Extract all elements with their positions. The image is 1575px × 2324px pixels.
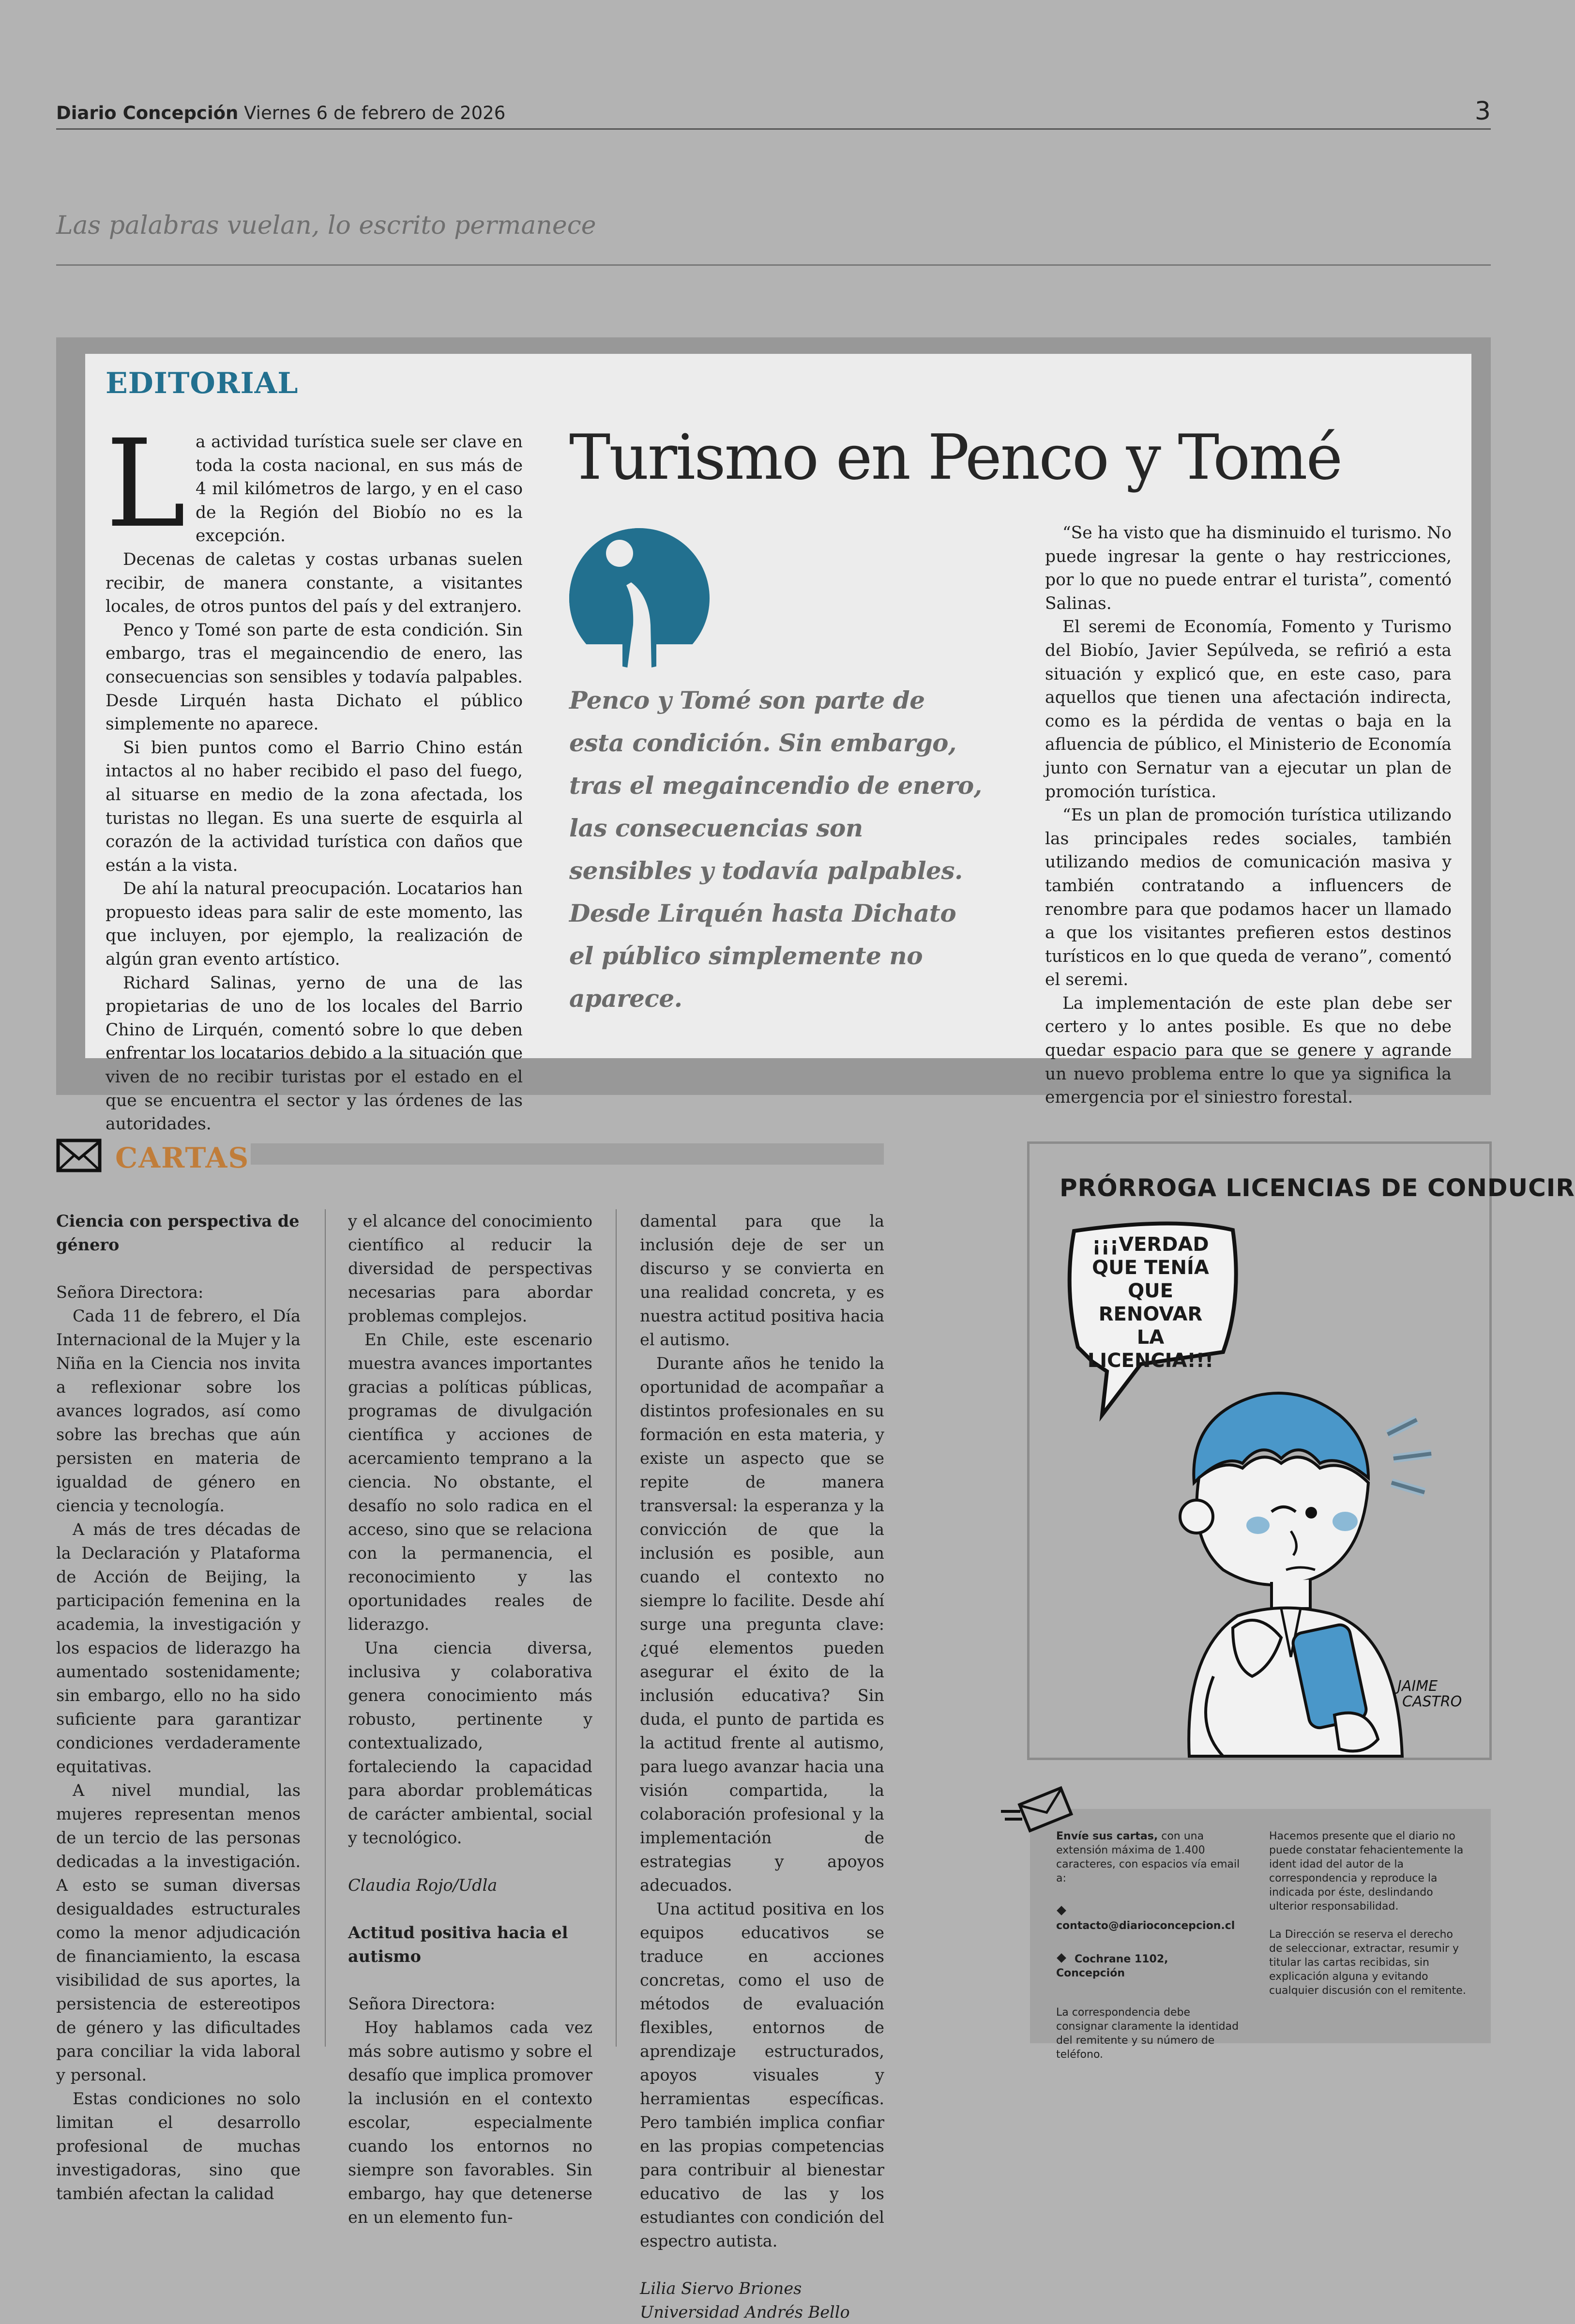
editorial-paragraph: La implementación de este plan debe ser certero y lo antes posible. Es que no debe quedar espacio para que se genere y agrande un nuevo problema entre lo que ya significa la emergencia por el siniestro forestal. xyxy=(1045,993,1452,1108)
letter-paragraph: Estas condiciones no solo limitan el desarrollo profesional de muchas investigadoras, sino que también afectan la calidad xyxy=(56,2089,301,2203)
letter-paragraph: Hoy hablamos cada vez más sobre autismo y sobre el desafío que implica promover la inclusión en el contexto escolar, especialmente cuando los entornos no siempre son favorables. Sin embargo, hay que detenerse en un elemento fun- xyxy=(348,2018,592,2227)
letter-paragraph: Una ciencia diversa, inclusiva y colaborativa genera conocimiento más robusto, pertinente y contextualizado, fortaleciendo la capacidad para abordar problemáticas de carácter ambiental, social y tecnológico. xyxy=(348,1639,592,1847)
letter-paragraph: En Chile, este escenario muestra avances importantes gracias a políticas públicas, programas de divulgación científica y acciones de acercamiento temprano a la ciencia. No obstante, el desafío no solo radica en el acceso, sino que se relaciona con la permanencia, el reconocimiento y las oportunidades reales de liderazgo. xyxy=(348,1330,592,1634)
disclaimer-2: La Dirección se reserva el derecho de seleccionar, extractar, resumir y titular las cartas recibidas, sin explicación alguna y evitando cualquier discusión con el remitente. xyxy=(1269,1929,1466,1997)
letter-title: Ciencia con perspectiva de género xyxy=(56,1212,300,1254)
letter-signature-name: Lilia Siervo Briones xyxy=(640,2279,802,2298)
letter-paragraph: Cada 11 de febrero, el Día Internacional de la Mujer y la Niña en la Ciencia nos invita a reflexionar sobre los avances logrados, así como sobre las brechas que aún persisten en materia de igualdad de género en ciencia y tecnología. xyxy=(56,1306,301,1515)
letter-paragraph: A más de tres décadas de la Declaración y Plataforma de Acción de Beijing, la participación femenina en la academia, la investigación y los espacios de liderazgo ha aumentado sostenidamente; sin embargo, ello no ha sido suficiente para garantizar condiciones verdaderamente equitativas. xyxy=(56,1520,301,1776)
diamond-bullet-icon xyxy=(1057,1906,1066,1915)
editorial-column-3 xyxy=(1045,521,1452,1109)
letter-paragraph: Durante años he tenido la oportunidad de acompañar a distintos profesionales en su formación en esta materia, y existe un aspecto que se repite de manera transversal: la esperanza y la convicción de que la inclusión es posible, aun cuando el contexto no siempre lo facilite. Desde ahí surge una pregunta clave: ¿qué elementos pueden asegurar el éxito de la inclusión educativa? Sin duda, el punto de partida es la actitud frente al autismo, para luego avanzar hacia una visión compartida, la colaboración profesional y la implementación de estrategias y apoyos adecuados. xyxy=(640,1354,884,1895)
tagline-divider xyxy=(56,264,1491,266)
paper-name: Diario Concepción xyxy=(56,103,239,123)
disclaimer-1: Hacemos presente que el diario no puede constatar fehacientemente la ident idad del autor de la correspondencia y reproduce la indicada por éste, deslindando ulterior responsabilidad. xyxy=(1269,1830,1464,1913)
cartas-title-bar xyxy=(251,1143,884,1165)
issue-date: Viernes 6 de febrero de 2026 xyxy=(244,103,506,123)
editorial-paragraph: Penco y Tomé son parte de esta condición. Sin embargo, tras el megaincendio de enero, las consecuencias son sensibles y todavía palpables. Desde Lirquén hasta Dichato el público simplemente no aparece. xyxy=(106,620,523,734)
diamond-bullet-icon xyxy=(1057,1953,1066,1963)
submission-disclaimer xyxy=(1269,1829,1468,1998)
column-divider xyxy=(616,1209,617,2047)
page-header xyxy=(56,97,1491,130)
editorial-paragraph: “Se ha visto que ha disminuido el turismo. No puede ingresar la gente o hay restricciones, por lo que no puede entrar el turista”, comentó Salinas. xyxy=(1045,523,1452,613)
cartas-header xyxy=(56,1138,884,1176)
envelope-icon xyxy=(56,1138,103,1174)
cartoon-speech-bubble: ¡¡¡VERDAD QUE TENÍA QUE RENOVAR LA LICENCIA!!! xyxy=(1087,1233,1214,1372)
letter-paragraph: A nivel mundial, las mujeres representan menos de un tercio de las personas dedicadas a la investigación. A esto se suman diversas desigualdades estructurales como la menor adjudicación de financiamiento, la escasa visibilidad de sus aportes, la persistencia de estereotipos de género y las dificultades para conciliar la vida laboral y personal. xyxy=(56,1781,301,2084)
mail-send-icon xyxy=(998,1784,1075,1835)
editorial-headline: Turismo en Penco y Tomé xyxy=(569,422,1342,494)
editorial-paragraph: Si bien puntos como el Barrio Chino están intactos al no haber recibido el paso del fuego, al situarse en medio de la zona afectada, los turistas no llegan. Es una suerte de esquirla al corazón de la actividad turística con daños que están a la vista. xyxy=(106,738,523,875)
column-divider xyxy=(325,1209,326,2047)
submission-email[interactable]: contacto@diarioconcepcion.cl xyxy=(1056,1905,1240,1933)
letters-column-3 xyxy=(640,1209,884,2324)
submission-note: La correspondencia debe consignar claramente la identidad del remitente y su número de teléfono. xyxy=(1056,2006,1239,2061)
page-number: 3 xyxy=(1474,97,1491,126)
cartas-title: CARTAS xyxy=(115,1141,250,1174)
letter-paragraph-continued: y el alcance del conocimiento científico al reducir la diversidad de perspectivas necesarias para abordar problemas complejos. xyxy=(348,1212,592,1325)
submission-address: Cochrane 1102, Concepción xyxy=(1056,1953,1168,1979)
editorial-paragraph: El seremi de Economía, Fomento y Turismo del Biobío, Javier Sepúlveda, se refirió a esta situación y explicó que, en este caso, para aquellos que tienen una afectación indirecta, como es la pérdida de ventas o baja en la afluencia de público, el Ministerio de Economía junto con Sernatur van a ejecutar un plan de promoción turística. xyxy=(1045,617,1452,802)
letter-paragraph-continued: damental para que la inclusión deje de ser un discurso y se convierta en una realidad concreta, y es nuestra actitud positiva hacia el autismo. xyxy=(640,1212,884,1349)
drop-cap: L xyxy=(106,413,186,554)
editorial-first-paragraph: La actividad turística suele ser clave en toda la costa nacional, en sus más de 4 mil kilómetros de largo, y en el caso de la Región del Biobío no es la excepción. xyxy=(106,413,523,554)
letters-submission-box xyxy=(1030,1809,1491,2061)
info-icon xyxy=(569,528,710,668)
letters-column-1 xyxy=(56,1209,301,2205)
editorial-paragraph: Richard Salinas, yerno de una de las propietarias de uno de los locales del Barrio Chino de Lirquén, comentó sobre lo que deben enfrentar los locatarios debido a la situación que viven de no recibir turistas por el estado en el que se encuentra el sector y las órdenes de las autoridades. xyxy=(106,973,523,1134)
editorial-frame xyxy=(56,337,1491,1134)
header-masthead xyxy=(56,103,505,123)
letters-column-2 xyxy=(348,1209,592,2229)
letter-salutation: Señora Directora: xyxy=(348,1994,496,2013)
editorial-cartoon xyxy=(1027,1141,1575,1760)
letter-signature-org: Universidad Andrés Bello xyxy=(640,2303,850,2322)
letter-signature: Claudia Rojo/Udla xyxy=(348,1876,498,1895)
section-tagline: Las palabras vuelan, lo escrito permanece xyxy=(56,211,596,240)
editorial-paragraph: De ahí la natural preocupación. Locatarios han propuesto ideas para salir de este momento, las que incluyen, por ejemplo, la realización de algún gran evento artístico. xyxy=(106,879,523,970)
submission-instructions xyxy=(1056,1829,1240,2062)
svg-text:CASTRO: CASTRO xyxy=(1402,1693,1462,1710)
letter-salutation: Señora Directora: xyxy=(56,1283,204,1302)
editorial-box xyxy=(85,354,1471,1134)
cartoon-signature: JAIME xyxy=(1397,1678,1438,1695)
submission-intro: con una extensión máxima de 1.400 caracteres, con espacios vía email a: xyxy=(1056,1830,1240,1884)
editorial-column-1 xyxy=(106,413,523,1136)
letter-title: Actitud positiva hacia el autismo xyxy=(348,1923,568,1966)
editorial-label: EDITORIAL xyxy=(106,366,299,400)
submission-intro-bold: Envíe sus cartas, xyxy=(1056,1830,1158,1842)
cartoon-title: PRÓRROGA LICENCIAS DE CONDUCIR xyxy=(1060,1174,1575,1202)
editorial-paragraph: Decenas de caletas y costas urbanas suelen recibir, de manera constante, a visitantes locales, de otros puntos del país y del extranjero. xyxy=(106,549,523,617)
pull-quote: Penco y Tomé son parte de esta condición. Sin embargo, tras el megaincendio de enero, las consecuencias son sensibles y todavía palpables. Desde Lirquén hasta Dichato el público simplemente no aparece. xyxy=(569,686,982,1013)
letter-paragraph: Una actitud positiva en los equipos educativos se traduce en acciones concretas, como el uso de métodos de evaluación flexibles, entornos de aprendizaje estructurados, apoyos visuales y herramientas específicas. Pero también implica confiar en las propias competencias para contribuir al bienestar educativo de las y los estudiantes con condición del espectro autista. xyxy=(640,1899,884,2250)
editorial-paragraph: “Es un plan de promoción turística utilizando las principales redes sociales, también utilizando medios de comunicación masiva y también contratando a influencers de renombre para que podamos hacer un llamado a que los visitantes prefieren estos destinos turísticos en lo que queda de verano”, comentó el seremi. xyxy=(1045,805,1452,990)
